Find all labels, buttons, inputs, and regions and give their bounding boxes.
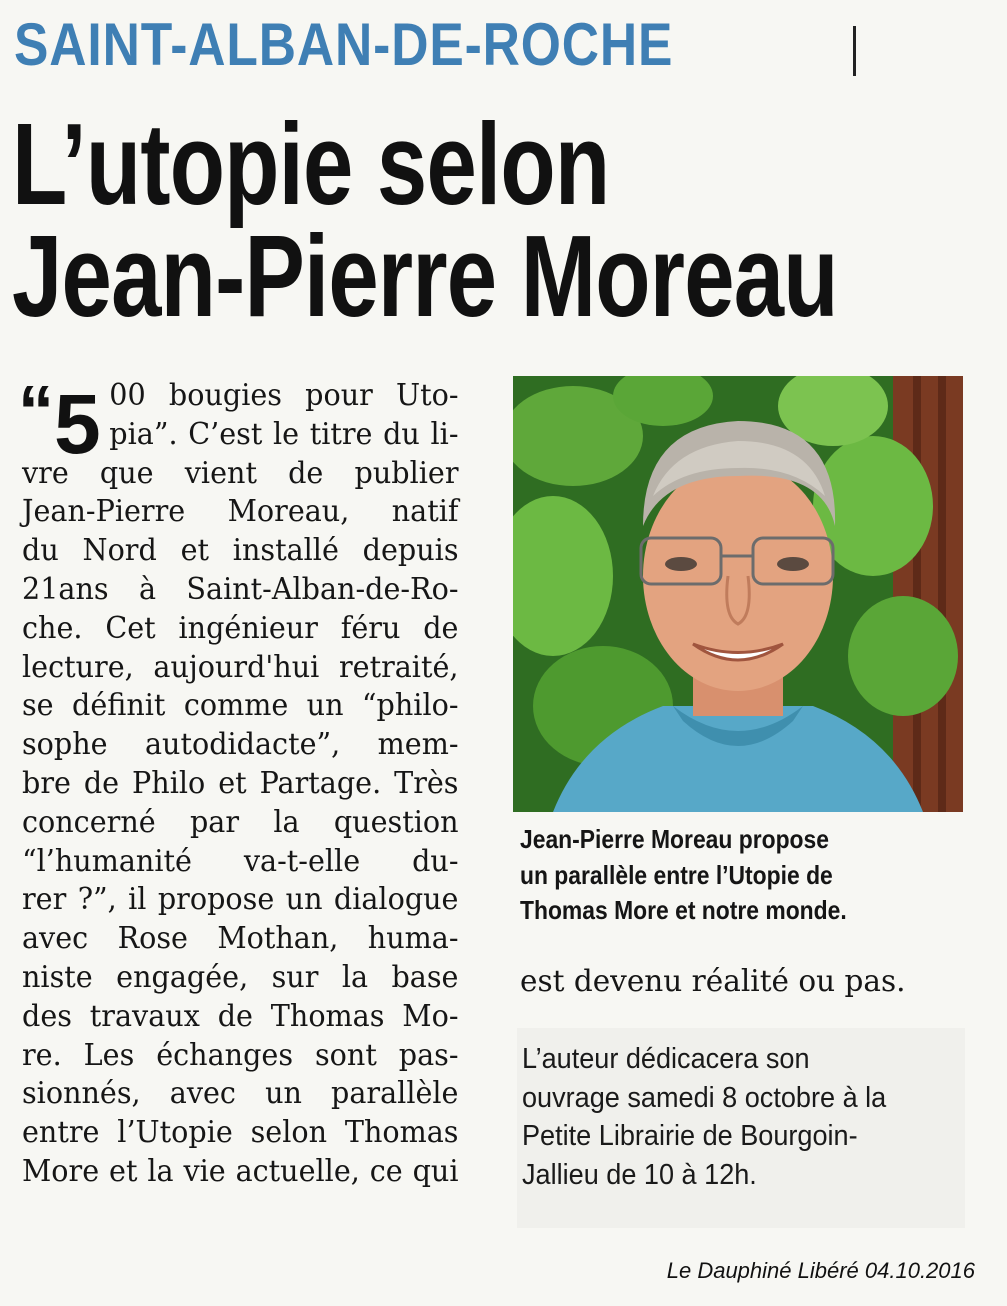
article-continuation: est devenu réalité ou pas. [520, 964, 906, 998]
opening-quote-mark: “ [18, 372, 54, 452]
article-line: niste engagée, sur la base [22, 959, 459, 994]
kicker-divider [853, 26, 856, 76]
section-kicker: SAINT-ALBAN-DE-ROCHE [14, 11, 674, 78]
article-line: du Nord et installé depuis [22, 533, 459, 568]
article-line: sophe autodidacte”, mem- [22, 727, 459, 762]
article-line: des travaux de Thomas Mo- [22, 998, 459, 1033]
sidebar-info [522, 1040, 940, 1194]
source-credit: Le Dauphiné Libéré 04.10.2016 [666, 1258, 975, 1283]
article-line: vre que vient de publier [22, 455, 459, 490]
photo-caption [520, 822, 912, 929]
article-line: re. Les échanges sont pas- [22, 1037, 459, 1072]
article-line: entre l’Utopie selon Thomas [22, 1115, 459, 1150]
article-line: 00 bougies pour Uto- [109, 378, 459, 412]
article-line: sionnés, avec un parallèle [22, 1076, 459, 1111]
headline-line-2: Jean-Pierre Moreau [12, 211, 838, 341]
sidebar-line: ouvrage samedi 8 octobre à la [522, 1081, 887, 1114]
sidebar-line: Jallieu de 10 à 12h. [522, 1158, 757, 1191]
article-line: Jean-Pierre Moreau, natif [22, 494, 459, 529]
caption-line: Jean-Pierre Moreau propose [520, 824, 829, 854]
article-line: 21ans à Saint-Alban-de-Ro- [22, 571, 459, 606]
article-line: rer ?”, il propose un dialogue [22, 882, 459, 917]
article-line: “l’humanité va-t-elle du- [22, 843, 459, 878]
portrait-photo [513, 376, 963, 812]
sidebar-line: Petite Librairie de Bourgoin- [522, 1120, 858, 1152]
article-line: More et la vie actuelle, ce qui [22, 1153, 459, 1188]
portrait-illustration [513, 376, 963, 812]
article-line: pia”. C’est le titre du li- [109, 416, 459, 451]
headline-line-1: L’utopie selon [12, 99, 610, 229]
dropcap: 5 [54, 377, 101, 471]
caption-line: Thomas More et notre monde. [520, 895, 847, 925]
sidebar-line: L’auteur dédicacera son [522, 1043, 810, 1075]
article-body [22, 376, 459, 1191]
article-line: lecture, aujourd'hui retraité, [22, 649, 459, 684]
caption-line: un parallèle entre l’Utopie de [520, 859, 833, 890]
article-line: bre de Philo et Partage. Très [22, 765, 459, 800]
article-line: avec Rose Mothan, huma- [22, 921, 459, 956]
article-line: che. Cet ingénieur féru de [22, 610, 459, 645]
article-line: se définit comme un “philo- [22, 688, 459, 723]
article-line: concerné par la question [22, 804, 459, 839]
